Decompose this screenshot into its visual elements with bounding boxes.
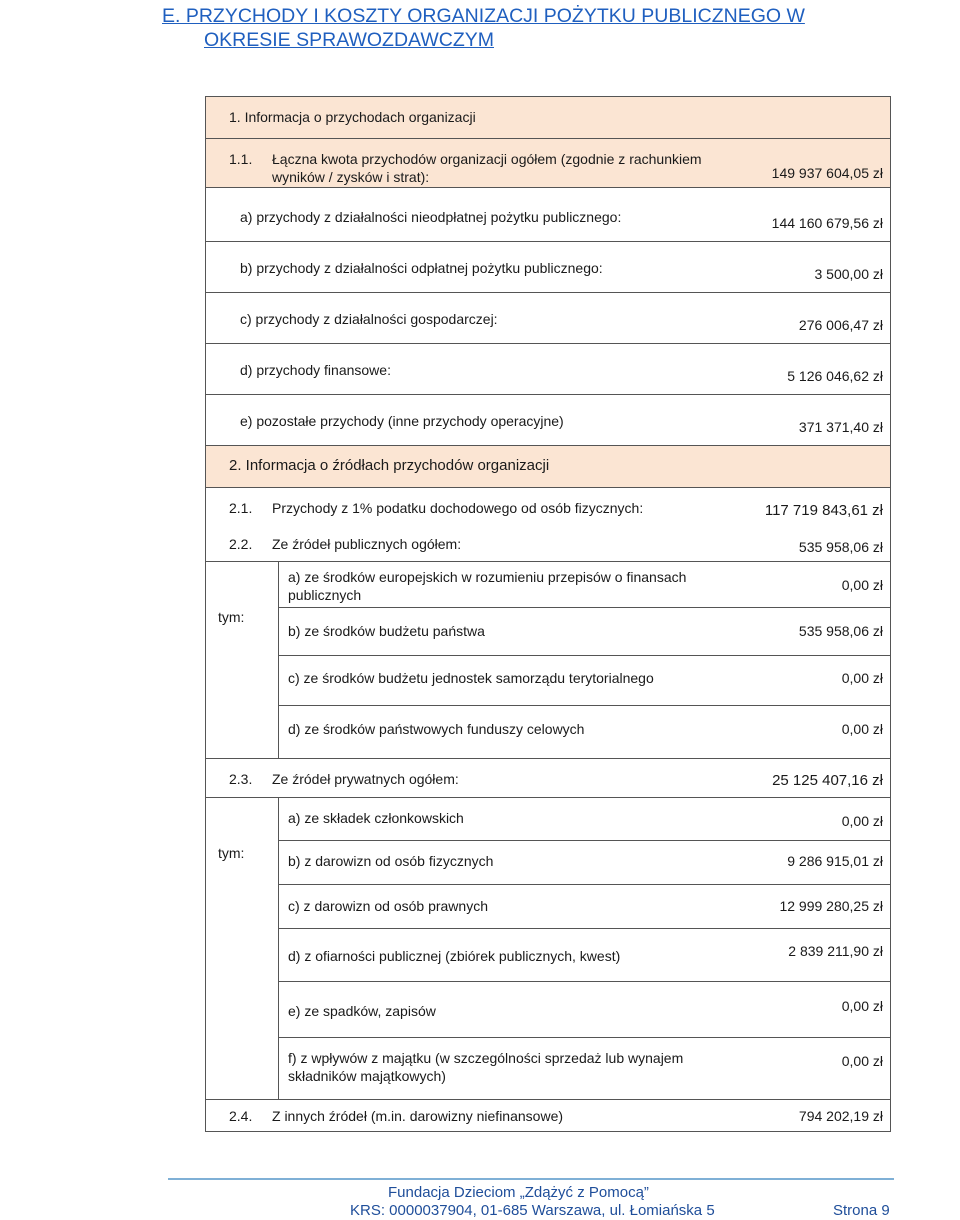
private-tym-label: tym: bbox=[218, 845, 245, 861]
r24-value: 794 202,19 zł bbox=[798, 1108, 883, 1124]
private-row-label: a) ze składek członkowskich bbox=[288, 810, 464, 826]
r22-value: 535 958,06 zł bbox=[798, 539, 883, 555]
footer-organization: Fundacja Dzieciom „Zdążyć z Pomocą” bbox=[388, 1184, 649, 1201]
private-row-value: 0,00 zł bbox=[841, 813, 883, 829]
section2-title: 2. Informacja o źródłach przychodów organizacji bbox=[229, 457, 550, 474]
income-row-label: c) przychody z działalności gospodarczej: bbox=[240, 311, 498, 327]
total-number: 1.1. bbox=[229, 151, 253, 167]
public-row-value: 0,00 zł bbox=[841, 577, 883, 593]
r22-label: Ze źródeł publicznych ogółem: bbox=[272, 536, 462, 552]
footer-page-number: Strona 9 bbox=[833, 1202, 890, 1219]
public-row-label: b) ze środków budżetu państwa bbox=[288, 623, 485, 639]
income-row-value: 144 160 679,56 zł bbox=[771, 215, 883, 231]
r21-label: Przychody z 1% podatku dochodowego od osób fizycznych: bbox=[272, 500, 644, 516]
section1-title: 1. Informacja o przychodach organizacji bbox=[229, 109, 476, 125]
income-table bbox=[205, 96, 891, 1132]
private-row-label: b) z darowizn od osób fizycznych bbox=[288, 853, 494, 869]
income-row-label: b) przychody z działalności odpłatnej pożytku publicznego: bbox=[240, 260, 603, 276]
public-row-value: 0,00 zł bbox=[841, 670, 883, 686]
private-row-label: e) ze spadków, zapisów bbox=[288, 1003, 436, 1019]
income-row-label: d) przychody finansowe: bbox=[240, 362, 391, 378]
private-row-value: 12 999 280,25 zł bbox=[779, 898, 883, 914]
public-row-label: c) ze środków budżetu jednostek samorządu terytorialnego bbox=[288, 670, 654, 686]
r23-number: 2.3. bbox=[229, 771, 253, 787]
private-row-label: f) z wpływów z majątku (w szczególności sprzedaż lub wynajem składników majątkowych) bbox=[288, 1050, 684, 1084]
private-row-label: c) z darowizn od osób prawnych bbox=[288, 898, 488, 914]
section-heading bbox=[162, 4, 862, 52]
private-row-value: 2 839 211,90 zł bbox=[788, 943, 883, 959]
public-row-value: 535 958,06 zł bbox=[798, 623, 883, 639]
r21-value: 117 719 843,61 zł bbox=[764, 502, 883, 519]
r22-number: 2.2. bbox=[229, 536, 253, 552]
public-row-value: 0,00 zł bbox=[841, 721, 883, 737]
r24-number: 2.4. bbox=[229, 1108, 253, 1124]
public-row-label: a) ze środków europejskich w rozumieniu przepisów o finansach publicznych bbox=[288, 569, 687, 603]
private-row-label: d) z ofiarności publicznej (zbiórek publicznych, kwest) bbox=[288, 948, 621, 964]
private-row-value: 9 286 915,01 zł bbox=[787, 853, 883, 869]
total-label: Łączna kwota przychodów organizacji ogółem (zgodnie z rachunkiem wyników / zysków i strat): bbox=[272, 151, 702, 185]
r23-label: Ze źródeł prywatnych ogółem: bbox=[272, 771, 459, 787]
r24-label: Z innych źródeł (m.in. darowizny niefinansowe) bbox=[272, 1108, 564, 1124]
public-row-label: d) ze środków państwowych funduszy celowych bbox=[288, 721, 585, 737]
section-heading-line1: E. PRZYCHODY I KOSZTY ORGANIZACJI POŻYTKU PUBLICZNEGO W bbox=[162, 5, 805, 27]
footer-address: KRS: 0000037904, 01-685 Warszawa, ul. Łomiańska 5 bbox=[350, 1202, 715, 1219]
income-row-value: 3 500,00 zł bbox=[814, 266, 883, 282]
income-row-value: 371 371,40 zł bbox=[798, 419, 883, 435]
income-row-value: 5 126 046,62 zł bbox=[787, 368, 883, 384]
income-row-value: 276 006,47 zł bbox=[798, 317, 883, 333]
private-row-value: 0,00 zł bbox=[841, 998, 883, 1014]
income-row-label: e) pozostałe przychody (inne przychody operacyjne) bbox=[240, 413, 564, 429]
r21-number: 2.1. bbox=[229, 500, 253, 516]
total-value: 149 937 604,05 zł bbox=[771, 165, 883, 181]
section-heading-line2: OKRESIE SPRAWOZDAWCZYM bbox=[204, 29, 494, 51]
public-tym-label: tym: bbox=[218, 609, 245, 625]
footer-divider bbox=[168, 1178, 894, 1180]
private-row-value: 0,00 zł bbox=[841, 1053, 883, 1069]
income-row-label: a) przychody z działalności nieodpłatnej pożytku publicznego: bbox=[240, 209, 622, 225]
r23-value: 25 125 407,16 zł bbox=[772, 772, 883, 789]
